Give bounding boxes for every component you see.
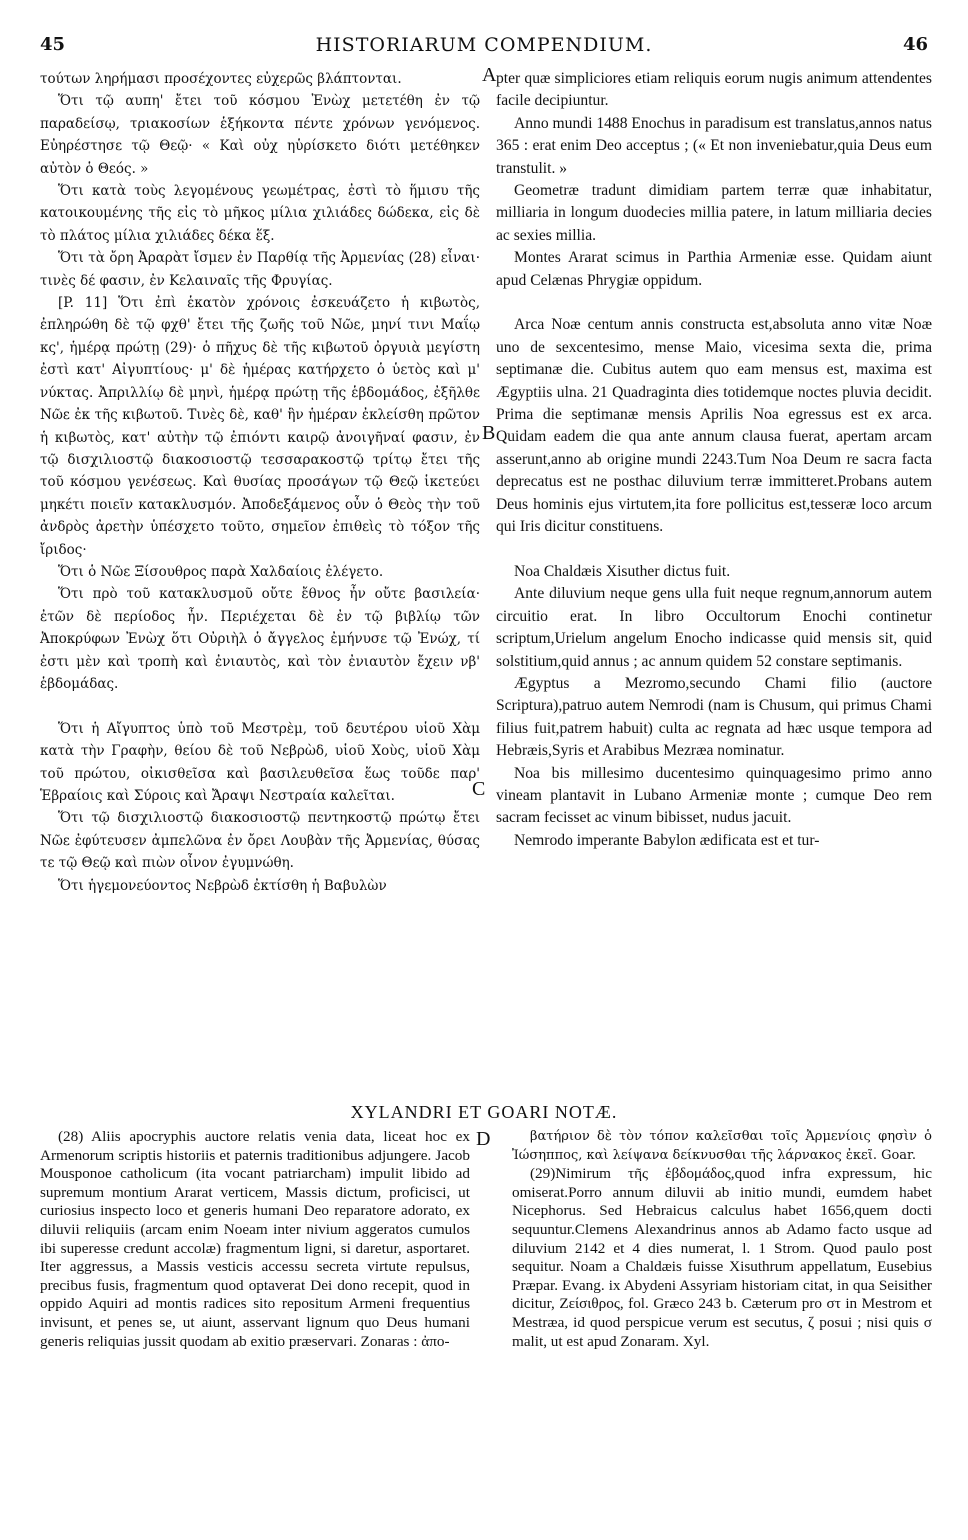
page-number-left: 45 — [40, 34, 66, 55]
greek-paragraph: Ὅτι ἡ Αἴγυπτος ὑπὸ τοῦ Μεστρὲμ, τοῦ δευτέρου υἱοῦ Χὰμ κατὰ τὴν Γραφὴν, θείου δὲ τοῦ Νεβρὼδ, υἱοῦ Χοὺς, υἱοῦ Χὰμ τοῦ πρώτου, οἰκισθεῖσα καὶ βασιλευθεῖσα ἕως τοῦδε παρ' Ἑβραίοις καὶ Σύροις καὶ Ἄραψι Νεστραία καλεῖται. — [40, 720, 480, 804]
latin-paragraph: Noa bis millesimo ducentesimo quinquagesimo primo anno vineam plantavit in Lubano Armeniæ monte ; cumque Deo rem sacram fecisset ac vinum bibisset, nudus jacuit. — [496, 764, 932, 827]
greek-paragraph: [P. 11] Ὅτι ἐπὶ ἑκατὸν χρόνοις ἐσκευάζετο ἡ κιβωτὸς, ἐπληρώθη δὲ τῷ φχθ' ἔτει τῆς ζωῆς τοῦ Νῶε, μηνί τινι Μαΐῳ κς', ἡμέρᾳ πρώτῃ (29)· ὁ πῆχυς δὲ τῆς κιβωτοῦ ὀργυιὰ μεγίστη ἐστὶ κατ' Αἰγυπτίους· μ' δὲ ἡμέρας κατήρχετο ὁ ὑετὸς καὶ μ' νύκτας. Ἀπριλλίῳ δὲ μηνὶ, ἡμέρᾳ πρώτῃ τῆς ἑβδομάδος, ἐξῆλθε Νῶε ἐκ τῆς κιβωτοῦ. Τινὲς δὲ, καθ' ἣν ἡμέραν ἐκλείσθη πρῶτον ἡ κιβωτὸς, κατ' αὐτὴν τῷ ἐπιόντι καιρῷ ἀνοιγῆναί φασιν, ἐν τῷ δισχιλιοστῷ διακοσιοστῷ τεσσαρακοστῷ τρίτῳ ἔτει τῆς τοῦ κόσμου γενέσεως. Καὶ θυσίας προσάγων τῷ Θεῷ ἱκετεύει μηκέτι ποιεῖν κατακλυσμόν. Ἀποδεξάμενος οὖν ὁ Θεὸς τὴν τοῦ ἀνδρὸς ἀρετὴν ὑπέσχετο τοῦτο, σημεῖον ἐπιθεὶς τὸ τόξον τῆς ἴριδος· — [40, 295, 480, 558]
greek-paragraph: Ὅτι ἡγεμονεύοντος Νεβρὼδ ἐκτίσθη ἡ Βαβυλὼν — [58, 877, 387, 894]
latin-paragraph: Montes Ararat scimus in Parthia Armeniæ esse. Quidam aiunt apud Celænas Phrygiæ oppidum. — [496, 249, 932, 289]
margin-marker-b: B — [482, 422, 496, 444]
latin-paragraph: Anno mundi 1488 Enochus in paradisum est translatus,annos natus 365 : erat enim Deo acceptus ; (« Et non inveniebatur,quia Deus eum transtulit. » — [496, 114, 932, 177]
latin-paragraph: Ante diluvium neque gens ulla fuit neque regnum,annorum autem circuitio erat. In libro Occultorum Enochi continetur scriptum,Urielum angelum Enocho indicasse quid mensis sit, quid solstitium,quid annus ; ac annum quidem 52 constare septimanis. — [496, 585, 932, 670]
latin-paragraph: Arca Noæ centum annis constructa est,absoluta anno vitæ Noæ uno de sexcentesimo, mense Maio, vicesima sexta die, prima septimanæ die. Cubitus autem quo eam mensus est, maxima est Ægyptiis ulna. 21 Quadraginta dies totidemque noctes pluvia decidit. Prima die septimanæ mensis Aprilis Noa egressus est ex arca. Quidam eadem die qua ante annum clausa fuerat, apertam arcam asserunt,anno ab origine mundi 2243.Tum Noa Deum re sacra facta deprecatus est ne posthac diluvium terræ immitteret.Probans autem Deus hominis ejus virtutem,ita fore pollicitus est,tesseræ loco arcum qui Iris dicitur constituens. — [496, 316, 932, 536]
greek-column — [40, 68, 480, 897]
latin-paragraph: pter quæ simpliciores etiam reliquis eorum nugis animum attendentes facile decipiuntur. — [496, 70, 932, 110]
notes-heading: XYLANDRI ET GOARI NOTÆ. — [350, 1102, 618, 1122]
page-number-right: 46 — [902, 34, 928, 55]
notes-left-column — [40, 1128, 470, 1351]
margin-marker-c: C — [472, 778, 486, 800]
latin-paragraph: Geometræ tradunt dimidiam partem terræ quæ inhabitatur, milliaria in longum duodecies millia patere, in latum milliaria decies ac sexies millia. — [496, 182, 932, 244]
running-header — [40, 30, 928, 60]
greek-paragraph: Ὅτι ὁ Νῶε Ξίσουθρος παρὰ Χαλδαίοις ἐλέγετο. — [58, 563, 384, 580]
margin-marker-a: A — [482, 64, 497, 86]
notes-right-column — [512, 1128, 932, 1351]
greek-paragraph: Ὅτι τῷ δισχιλιοστῷ διακοσιοστῷ πεντηκοστῷ πρώτῳ ἔτει Νῶε ἐφύτευσεν ἀμπελῶνα ἐν ὄρει Λουβὰν τῆς Ἀρμενίας, θύσας τε τῷ Θεῷ καὶ πιὼν οἶνον ἐγυμνώθη. — [40, 810, 480, 872]
latin-paragraph: Ægyptus a Mezromo,secundo Chami filio (auctore Scriptura),patruo autem Nemrodi (nam is Chusum, qui primus Chami filius fuit,patrem habuit) culta ac regnata ad hæc usque tempora ad Hebræis,Syris et Arabibus Mezræa nominatur. — [496, 674, 932, 760]
greek-paragraph: Ὅτι κατὰ τοὺς λεγομένους γεωμέτρας, ἐστὶ τὸ ἥμισυ τῆς κατοικουμένης τῆς εἰς τὸ μῆκος μίλια χιλιάδες δώδεκα, εἰς δὲ τὸ πλάτος μίλια χιλιάδες δέκα ἕξ. — [40, 183, 480, 244]
latin-column — [496, 68, 932, 852]
latin-paragraph: Nemrodo imperante Babylon ædificata est et tur- — [514, 831, 820, 849]
greek-paragraph: τούτων ληρήμασι προσέχοντες εὐχερῶς βλάπτονται. — [40, 71, 402, 87]
greek-paragraph: Ὅτι τὰ ὄρη Ἀραρὰτ ἴσμεν ἐν Παρθίᾳ τῆς Ἀρμενίας (28) εἶναι· τινὲς δέ φασιν, ἐν Κελαιναῖς τῆς Φρυγίας. — [40, 250, 480, 289]
note-29: (29)Nimirum τῆς ἑβδομάδος,quod infra expressum, hic omiserat.Porro annum diluvii ab initio mundi, eumdem habet Nicephorus. Sed Hebraicus calculus habet 1656,quem docti sequuntur.Clemens Alexandrinus annos ab Adamo facto usque ad diluvium 2142 et 4 dies numerat, l. 1 Strom. Quod paulo post sequitur. Noam a Chaldæis fuisse Xisuthrum appellatum, Eusebius Præpar. Evang. ix Abydeni Assyriam historiam citat, in qua Seisither dicitur, Ζείσιθρος, fol. Græco 243 b. Cæterum pro στ in Mestrom et Mestræa, id quod perspicue verum est secutus, ζ posui ; nisi quis σ malit, ut est apud Zonaram. Xyl. — [512, 1165, 932, 1350]
note-28: (28) Aliis apocryphis auctore relatis venia data, liceat hoc ex Armenorum scriptis historiis et paternis traditionibus adjungere. Jacob Mousponoe catholicum (ita vocant patriarcham) impulit libido ad supremum montium Ararat verticem, Massis dictum, proficisci, ut curiosius inspecto loco et generis humani Deo reparatore adorato, ex diluvii reliquiis (arcam enim Noeam inter nivium aggeratos cumulos ibi superesse credunt accolæ) fragmentum ligni, si daretur, asportaret. Iter aggressus, a Massis vesticis accessu secreta virtute repulsus, precibus fusis, fragmentum quod optaverat Dei dono recepit, quod in oppido Aquiri ad montis radices sito repositum Armeni frequentius invisunt, et penes se, ut aiunt, asservant lignum quo Deus humani generis reliquias jussit quodam ab exitio præservari. Zonaras : ἀπο- — [40, 1128, 470, 1350]
running-title: HISTORIARUM COMPENDIUM. — [315, 34, 653, 56]
latin-paragraph: Noa Chaldæis Xisuther dictus fuit. — [514, 562, 731, 580]
greek-paragraph: Ὅτι τῷ αυπη' ἔτει τοῦ κόσμου Ἐνὼχ μετετέθη ἐν τῷ παραδείσῳ, τριακοσίων ἑξήκοντα πέντε χρόνων γενόμενος. Εὐηρέστησε τῷ Θεῷ· « Καὶ οὐχ ηὑρίσκετο διότι μετέθηκεν αὐτὸν ὁ Θεός. » — [40, 93, 480, 177]
greek-paragraph: Ὅτι πρὸ τοῦ κατακλυσμοῦ οὔτε ἔθνος ἦν οὔτε βασιλεία· ἐτῶν δὲ περίοδος ἦν. Περιέχεται δὲ ἐν τῷ βιβλίῳ τῶν Ἀποκρύφων Ἐνὼχ ὅτι Οὐριὴλ ὁ ἄγγελος ἐμήνυσε τῷ Ἐνώχ, τί ἐστι μὲν καὶ τροπὴ καὶ ἐνιαυτὸς, καὶ τὸν ἐνιαυτὸν ἔχειν νβ' ἑβδομάδας. — [40, 586, 480, 692]
margin-marker-d: D — [476, 1128, 491, 1150]
note-continuation-greek: βατήριον δὲ τὸν τόπον καλεῖσθαι τοῖς Ἀρμενίοις φησὶν ὁ Ἰώσηππος, καὶ λείψανα δείκνυσθαι τῆς λάρνακος ἐκεῖ. Goar. — [512, 1129, 932, 1163]
